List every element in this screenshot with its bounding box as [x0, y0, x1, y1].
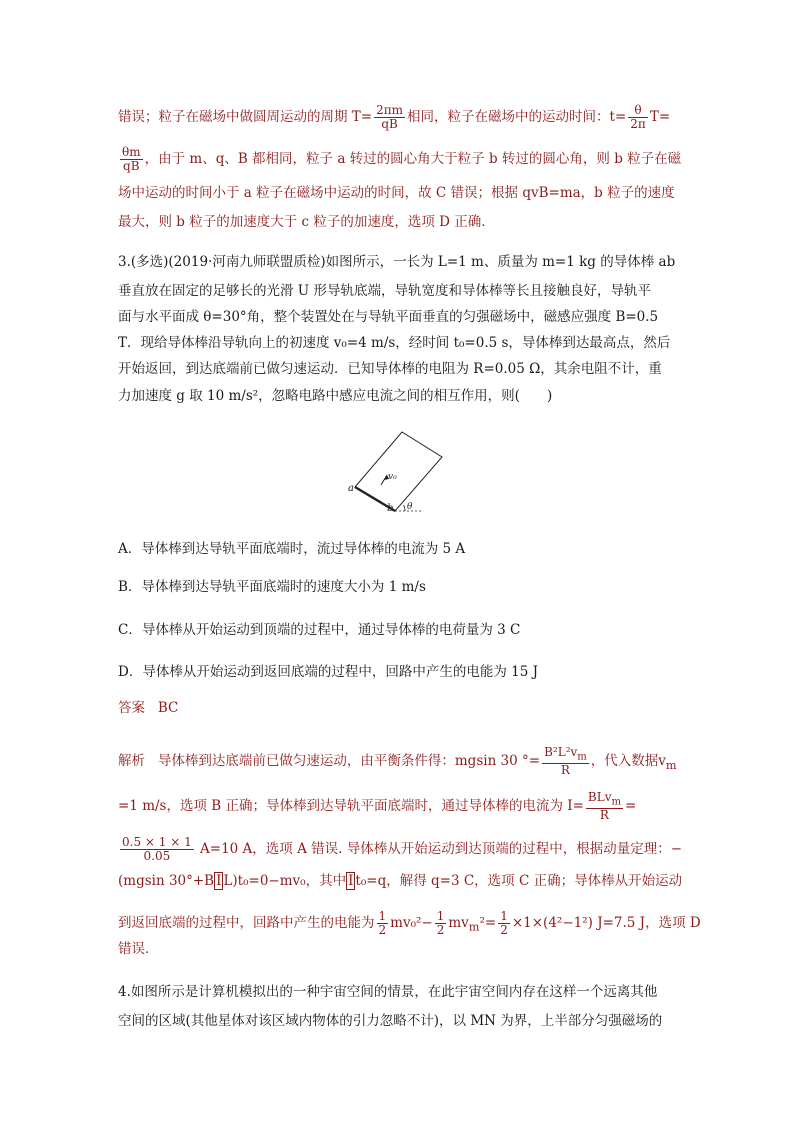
analysis-line-3 — [118, 836, 682, 863]
fraction-numerator — [586, 791, 623, 809]
fraction-denominator: R — [599, 808, 609, 823]
fraction-half — [498, 910, 510, 937]
rail-frame — [355, 432, 442, 511]
analysis-line-5 — [118, 910, 701, 937]
fraction-denominator: 2 — [436, 923, 445, 937]
text-run: mv — [448, 915, 469, 931]
analysis-label: 解析 — [118, 753, 145, 770]
fraction-time — [628, 104, 648, 131]
question-3-line-1: 3.(多选)(2019·河南九师联盟质检)如图所示，一长为 L=1 m、质量为 m=1 kg 的导体棒 ab — [118, 254, 676, 270]
fraction-denominator: 2π — [630, 117, 646, 131]
fraction-denominator: 0.05 — [143, 849, 171, 863]
answer-line — [118, 699, 178, 717]
subscript: m — [611, 796, 621, 808]
analysis-line-6: 错误． — [118, 941, 159, 957]
fraction-numerator: 1 — [500, 909, 508, 923]
text-run: =1 m/s，选项 B 正确；导体棒到达导轨平面底端时，通过导体棒的电流为 — [118, 798, 568, 815]
subscript: m — [577, 751, 587, 763]
option-b: B．导体棒到达导轨平面底端时的速度大小为 1 m/s — [118, 579, 426, 595]
text-run: ，代入数据 — [590, 753, 659, 770]
question-3-line-6: 力加速度 g 取 10 m/s²，忽略电路中感应电流之间的相互作用，则( ) — [118, 388, 553, 404]
fraction-denominator: 2 — [378, 923, 387, 937]
text-run: A=10 A，选项 A 错误. 导体棒从开始运动到达顶端的过程中，根据动量定理：− — [200, 841, 683, 857]
fraction-numerator: θ — [628, 104, 648, 118]
fraction-denominator: R — [560, 763, 570, 778]
text-run: I= — [567, 798, 584, 815]
option-a: A．导体棒到达导轨平面底端时，流过导体棒的电流为 5 A — [118, 541, 466, 557]
fraction-period — [374, 104, 405, 131]
fraction-denominator: 2 — [500, 923, 508, 937]
analysis-line-1 — [118, 746, 677, 777]
label-v0: v₀ — [388, 472, 397, 482]
average-current-symbol: I — [348, 873, 354, 889]
option-d: D．导体棒从开始运动到返回底端的过程中，回路中产生的电能为 15 J — [118, 664, 538, 680]
fraction-half — [435, 910, 447, 937]
text-run: ，由于 m、q、B 都相同，粒子 a 转过的圆心角大于粒子 b 转过的圆心角，则 b 粒子在磁 — [144, 151, 682, 167]
prev-solution-line-2 — [118, 146, 681, 173]
question-4-line-1: 4.如图所示是计算机模拟出的一种宇宙空间的情景，在此宇宙空间内存在这样一个远离其他 — [118, 984, 658, 1000]
text-run: 错误；粒子在磁场中做圆周运动的周期 — [118, 109, 352, 125]
text-run: L)t₀=0−mv₀，其中 — [223, 873, 347, 889]
fraction-current — [586, 791, 623, 822]
fraction-numerator: 2πm — [376, 103, 404, 117]
question-3-line-4: T．现给导体棒沿导轨向上的初速度 v₀=4 m/s，经时间 t₀=0.5 s，导体棒到达最高点，然后 — [118, 335, 671, 351]
analysis-line-4 — [118, 872, 682, 890]
question-3-line-2: 垂直放在固定的足够长的光滑 U 形导轨底端，导轨宽度和导体棒等长且接触良好，导轨平 — [118, 283, 651, 299]
text-run: (mgsin 30°+B — [118, 873, 215, 889]
question-4-line-2: 空间的区域(其他星体对该区域内物体的引力忽略不计)，以 MN 为界，上半部分匀强磁场的 — [118, 1013, 663, 1029]
answer-label: 答案 — [118, 700, 145, 716]
text-run: T= — [649, 109, 671, 125]
subscript: m — [665, 758, 677, 772]
fraction-balance — [542, 746, 589, 777]
analysis-line-2 — [118, 791, 636, 822]
label-a: a — [348, 483, 354, 494]
fraction-numerator: θm — [122, 145, 141, 159]
fraction-numeric — [120, 836, 194, 863]
fraction-numerator — [542, 746, 589, 764]
label-theta: θ — [407, 502, 413, 512]
incline-rail-figure — [345, 425, 455, 517]
fraction-numerator: 0.5 × 1 × 1 — [122, 835, 192, 849]
option-c: C．导体棒从开始运动到顶端的过程中，通过导体棒的电荷量为 3 C — [118, 622, 521, 638]
fraction-denominator: qB — [123, 159, 140, 173]
average-current-symbol: I — [216, 873, 222, 889]
text-run: 到返回底端的过程中，回路中产生的电能为 — [118, 915, 375, 931]
text-run: 相同，粒子在磁场中的运动时间： — [407, 109, 610, 125]
prev-solution-line-4: 最大，则 b 粒子的加速度大于 c 粒子的加速度，选项 D 正确． — [118, 214, 495, 230]
fraction-numerator: 1 — [378, 909, 387, 923]
angle-arc — [404, 505, 406, 511]
prev-solution-line-1 — [118, 104, 670, 131]
text-run: ×1×(4²−1²) J=7.5 J，选项 D — [511, 915, 701, 931]
question-3-line-3: 面与水平面成 θ=30°角，整个装置处在与导轨平面垂直的匀强磁场中，磁感应强度 B=0.5 — [118, 309, 659, 325]
text-run: mv₀²− — [390, 915, 433, 931]
text-run: t₀=q，解得 q=3 C，选项 C 正确；导体棒从开始运动 — [355, 873, 683, 889]
question-3-line-5: 开始返回，到达底端前已做匀速运动．已知导体棒的电阻为 R=0.05 Ω，其余电阻不计，重 — [118, 361, 662, 377]
label-b: b — [387, 503, 394, 514]
text-run: 导体棒到达底端前已做匀速运动，由平衡条件得：mgsin 30 °= — [157, 753, 541, 770]
fraction-denominator: qB — [381, 117, 398, 131]
text-run: BLv — [587, 790, 612, 804]
fraction-numerator: 1 — [436, 909, 445, 923]
text-run: ²= — [479, 915, 497, 931]
subscript: m — [468, 920, 480, 934]
prev-solution-line-3: 场中运动的时间小于 a 粒子在磁场中运动的时间，故 C 错误；根据 qvB=ma，b 粒子的速度 — [118, 185, 675, 201]
answer-value: BC — [157, 700, 179, 716]
fraction-half — [377, 910, 389, 937]
text-run: T= — [351, 109, 373, 125]
text-run: t= — [609, 109, 627, 125]
text-run: v — [658, 753, 666, 770]
fraction-theta-m — [120, 146, 143, 173]
text-run: = — [624, 798, 637, 815]
text-run: B²L²v — [544, 745, 578, 759]
